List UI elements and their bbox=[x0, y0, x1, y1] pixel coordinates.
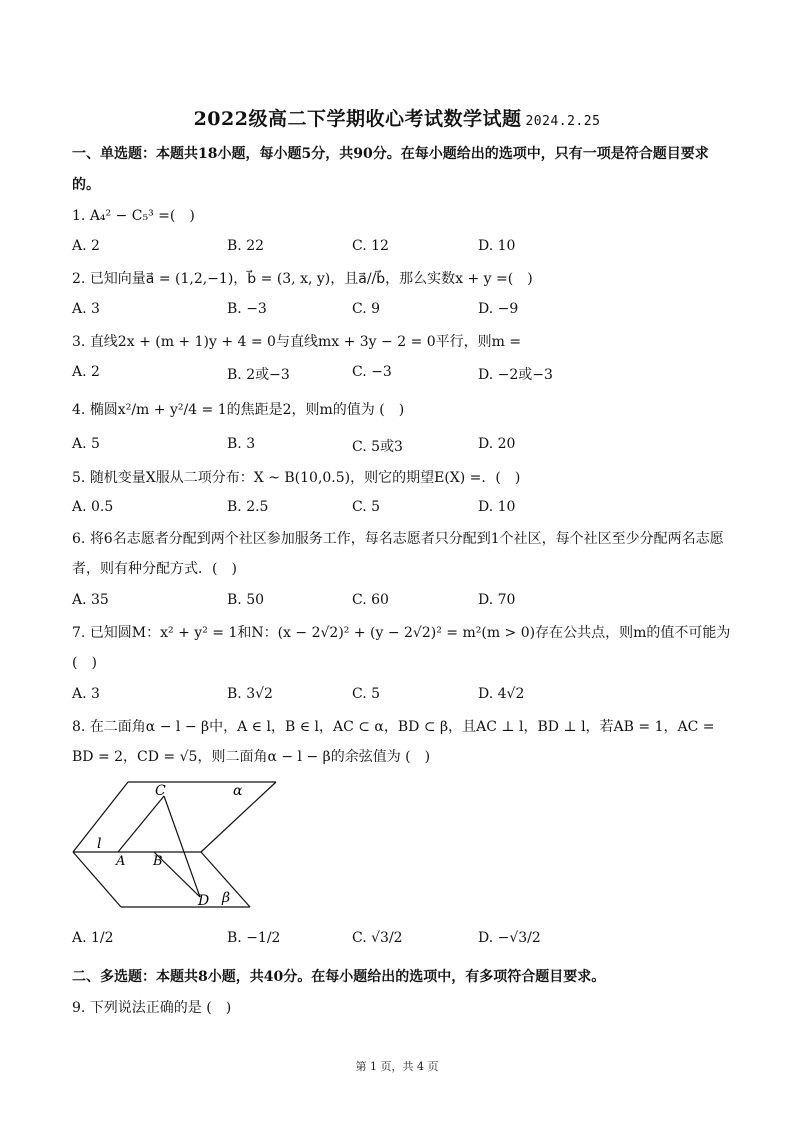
question-3 bbox=[72, 327, 732, 357]
option-d[interactable]: D. 70 bbox=[478, 592, 516, 608]
option-d[interactable]: D. −9 bbox=[478, 301, 519, 317]
label-alpha: α bbox=[233, 783, 243, 799]
section-heading-single-choice: 一、单选题：本题共18小题，每小题5分，共90分。在每小题给出的选项中，只有一项是符合题目要求的。 bbox=[72, 146, 709, 193]
question-number: 7. bbox=[72, 625, 86, 641]
option-a[interactable]: A. 5 bbox=[72, 436, 100, 452]
question-number: 1. bbox=[72, 208, 86, 224]
option-b[interactable]: B. 2.5 bbox=[227, 499, 269, 515]
beta-plane-edge bbox=[73, 852, 121, 907]
question-9 bbox=[72, 993, 732, 1023]
question-2-options bbox=[72, 301, 732, 325]
question-stem: A₄² − C₅³ =( ) bbox=[89, 208, 195, 224]
option-b[interactable]: B. 22 bbox=[227, 238, 265, 254]
option-d[interactable]: D. 20 bbox=[478, 436, 516, 452]
question-number: 6. bbox=[72, 531, 86, 547]
option-c[interactable]: C. 5或3 bbox=[352, 439, 403, 455]
label-l: l bbox=[97, 836, 102, 852]
option-c[interactable]: C. 5 bbox=[352, 686, 381, 702]
question-stem: 已知向量a⃗ = (1,2,−1)，b⃗ = (3, x, y)，且a⃗//b⃗，那么实数x + y =( ) bbox=[89, 271, 533, 287]
question-number: 4. bbox=[72, 402, 86, 418]
question-6-options bbox=[72, 592, 732, 616]
option-c[interactable]: C. 12 bbox=[352, 238, 389, 254]
option-d[interactable]: D. 10 bbox=[478, 499, 516, 515]
option-a[interactable]: A. 0.5 bbox=[72, 499, 114, 515]
option-a[interactable]: A. 3 bbox=[72, 686, 100, 702]
question-4 bbox=[72, 395, 732, 425]
question-4-options bbox=[72, 436, 732, 460]
question-1-options bbox=[72, 238, 732, 262]
option-b[interactable]: B. −1/2 bbox=[227, 930, 281, 946]
segment-cd bbox=[164, 796, 200, 897]
option-b[interactable]: B. 3 bbox=[227, 436, 256, 452]
question-number: 3. bbox=[72, 334, 86, 350]
option-b[interactable]: B. 2或−3 bbox=[227, 367, 290, 383]
question-6 bbox=[72, 524, 732, 584]
label-b: B bbox=[153, 854, 163, 869]
option-a[interactable]: A. 1/2 bbox=[72, 930, 114, 946]
question-2 bbox=[72, 264, 732, 294]
exam-title bbox=[0, 104, 794, 131]
question-stem: 下列说法正确的是 ( ) bbox=[89, 1000, 232, 1016]
label-a: A bbox=[116, 854, 126, 869]
question-3-options bbox=[72, 364, 732, 388]
question-number: 5. bbox=[72, 470, 86, 486]
option-b[interactable]: B. 50 bbox=[227, 592, 265, 608]
segment-ac bbox=[118, 796, 164, 852]
question-stem: 椭圆x²/m + y²/4 = 1的焦距是2，则m的值为 ( ) bbox=[89, 402, 405, 418]
option-c[interactable]: C. 5 bbox=[352, 499, 381, 515]
label-beta: β bbox=[222, 890, 231, 906]
option-d[interactable]: D. 4√2 bbox=[478, 686, 525, 702]
option-d[interactable]: D. −√3/2 bbox=[478, 930, 541, 946]
dihedral-angle-figure bbox=[70, 778, 280, 913]
option-a[interactable]: A. 2 bbox=[72, 364, 100, 380]
question-number: 8. bbox=[72, 719, 86, 735]
question-number: 2. bbox=[72, 271, 86, 287]
page-footer: 第 1 页，共 4 页 bbox=[355, 1060, 439, 1073]
option-b[interactable]: B. 3√2 bbox=[227, 686, 273, 702]
question-7-options bbox=[72, 686, 732, 710]
question-stem: 已知圆M：x² + y² = 1和N：(x − 2√2)² + (y − 2√2)² = m²(m > 0)存在公共点，则m的值不可能为( ) bbox=[72, 625, 731, 671]
option-a[interactable]: A. 2 bbox=[72, 238, 100, 254]
option-d[interactable]: D. 10 bbox=[478, 238, 516, 254]
option-c[interactable]: C. −3 bbox=[352, 364, 392, 380]
section-heading-multiple-choice: 二、多选题：本题共8小题，共40分。在每小题给出的选项中，有多项符合题目要求。 bbox=[72, 969, 606, 985]
option-c[interactable]: C. √3/2 bbox=[352, 930, 403, 946]
title-date: 2024.2.25 bbox=[525, 114, 601, 129]
question-5 bbox=[72, 463, 732, 493]
question-8 bbox=[72, 712, 732, 772]
option-d[interactable]: D. −2或−3 bbox=[478, 367, 553, 383]
option-c[interactable]: C. 60 bbox=[352, 592, 389, 608]
question-stem: 在二面角α − l − β中，A ∈ l，B ∈ l，AC ⊂ α，BD ⊂ β，且AC ⊥ l，BD ⊥ l，若AB = 1，AC = BD = 2，CD = √5，则二面角α − l − β的余弦值为 ( ) bbox=[72, 719, 715, 765]
option-a[interactable]: A. 3 bbox=[72, 301, 100, 317]
label-d: D bbox=[198, 893, 210, 909]
option-a[interactable]: A. 35 bbox=[72, 592, 109, 608]
question-7 bbox=[72, 618, 732, 678]
question-stem: 直线2x + (m + 1)y + 4 = 0与直线mx + 3y − 2 = 0平行，则m = bbox=[89, 334, 522, 350]
label-c: C bbox=[155, 783, 166, 799]
option-b[interactable]: B. −3 bbox=[227, 301, 267, 317]
question-stem: 随机变量X服从二项分布：X ~ B(10,0.5)，则它的期望E(X) =．( ) bbox=[89, 470, 521, 486]
option-c[interactable]: C. 9 bbox=[352, 301, 381, 317]
question-8-options bbox=[72, 930, 732, 954]
title-main: 2022级高二下学期收心考试数学试题 bbox=[193, 108, 522, 130]
question-stem: 将6名志愿者分配到两个社区参加服务工作，每名志愿者只分配到1个社区，每个社区至少分配两名志愿者，则有种分配方式．( ) bbox=[72, 531, 724, 577]
question-1 bbox=[72, 201, 732, 231]
question-5-options bbox=[72, 499, 732, 523]
question-number: 9. bbox=[72, 1000, 86, 1016]
